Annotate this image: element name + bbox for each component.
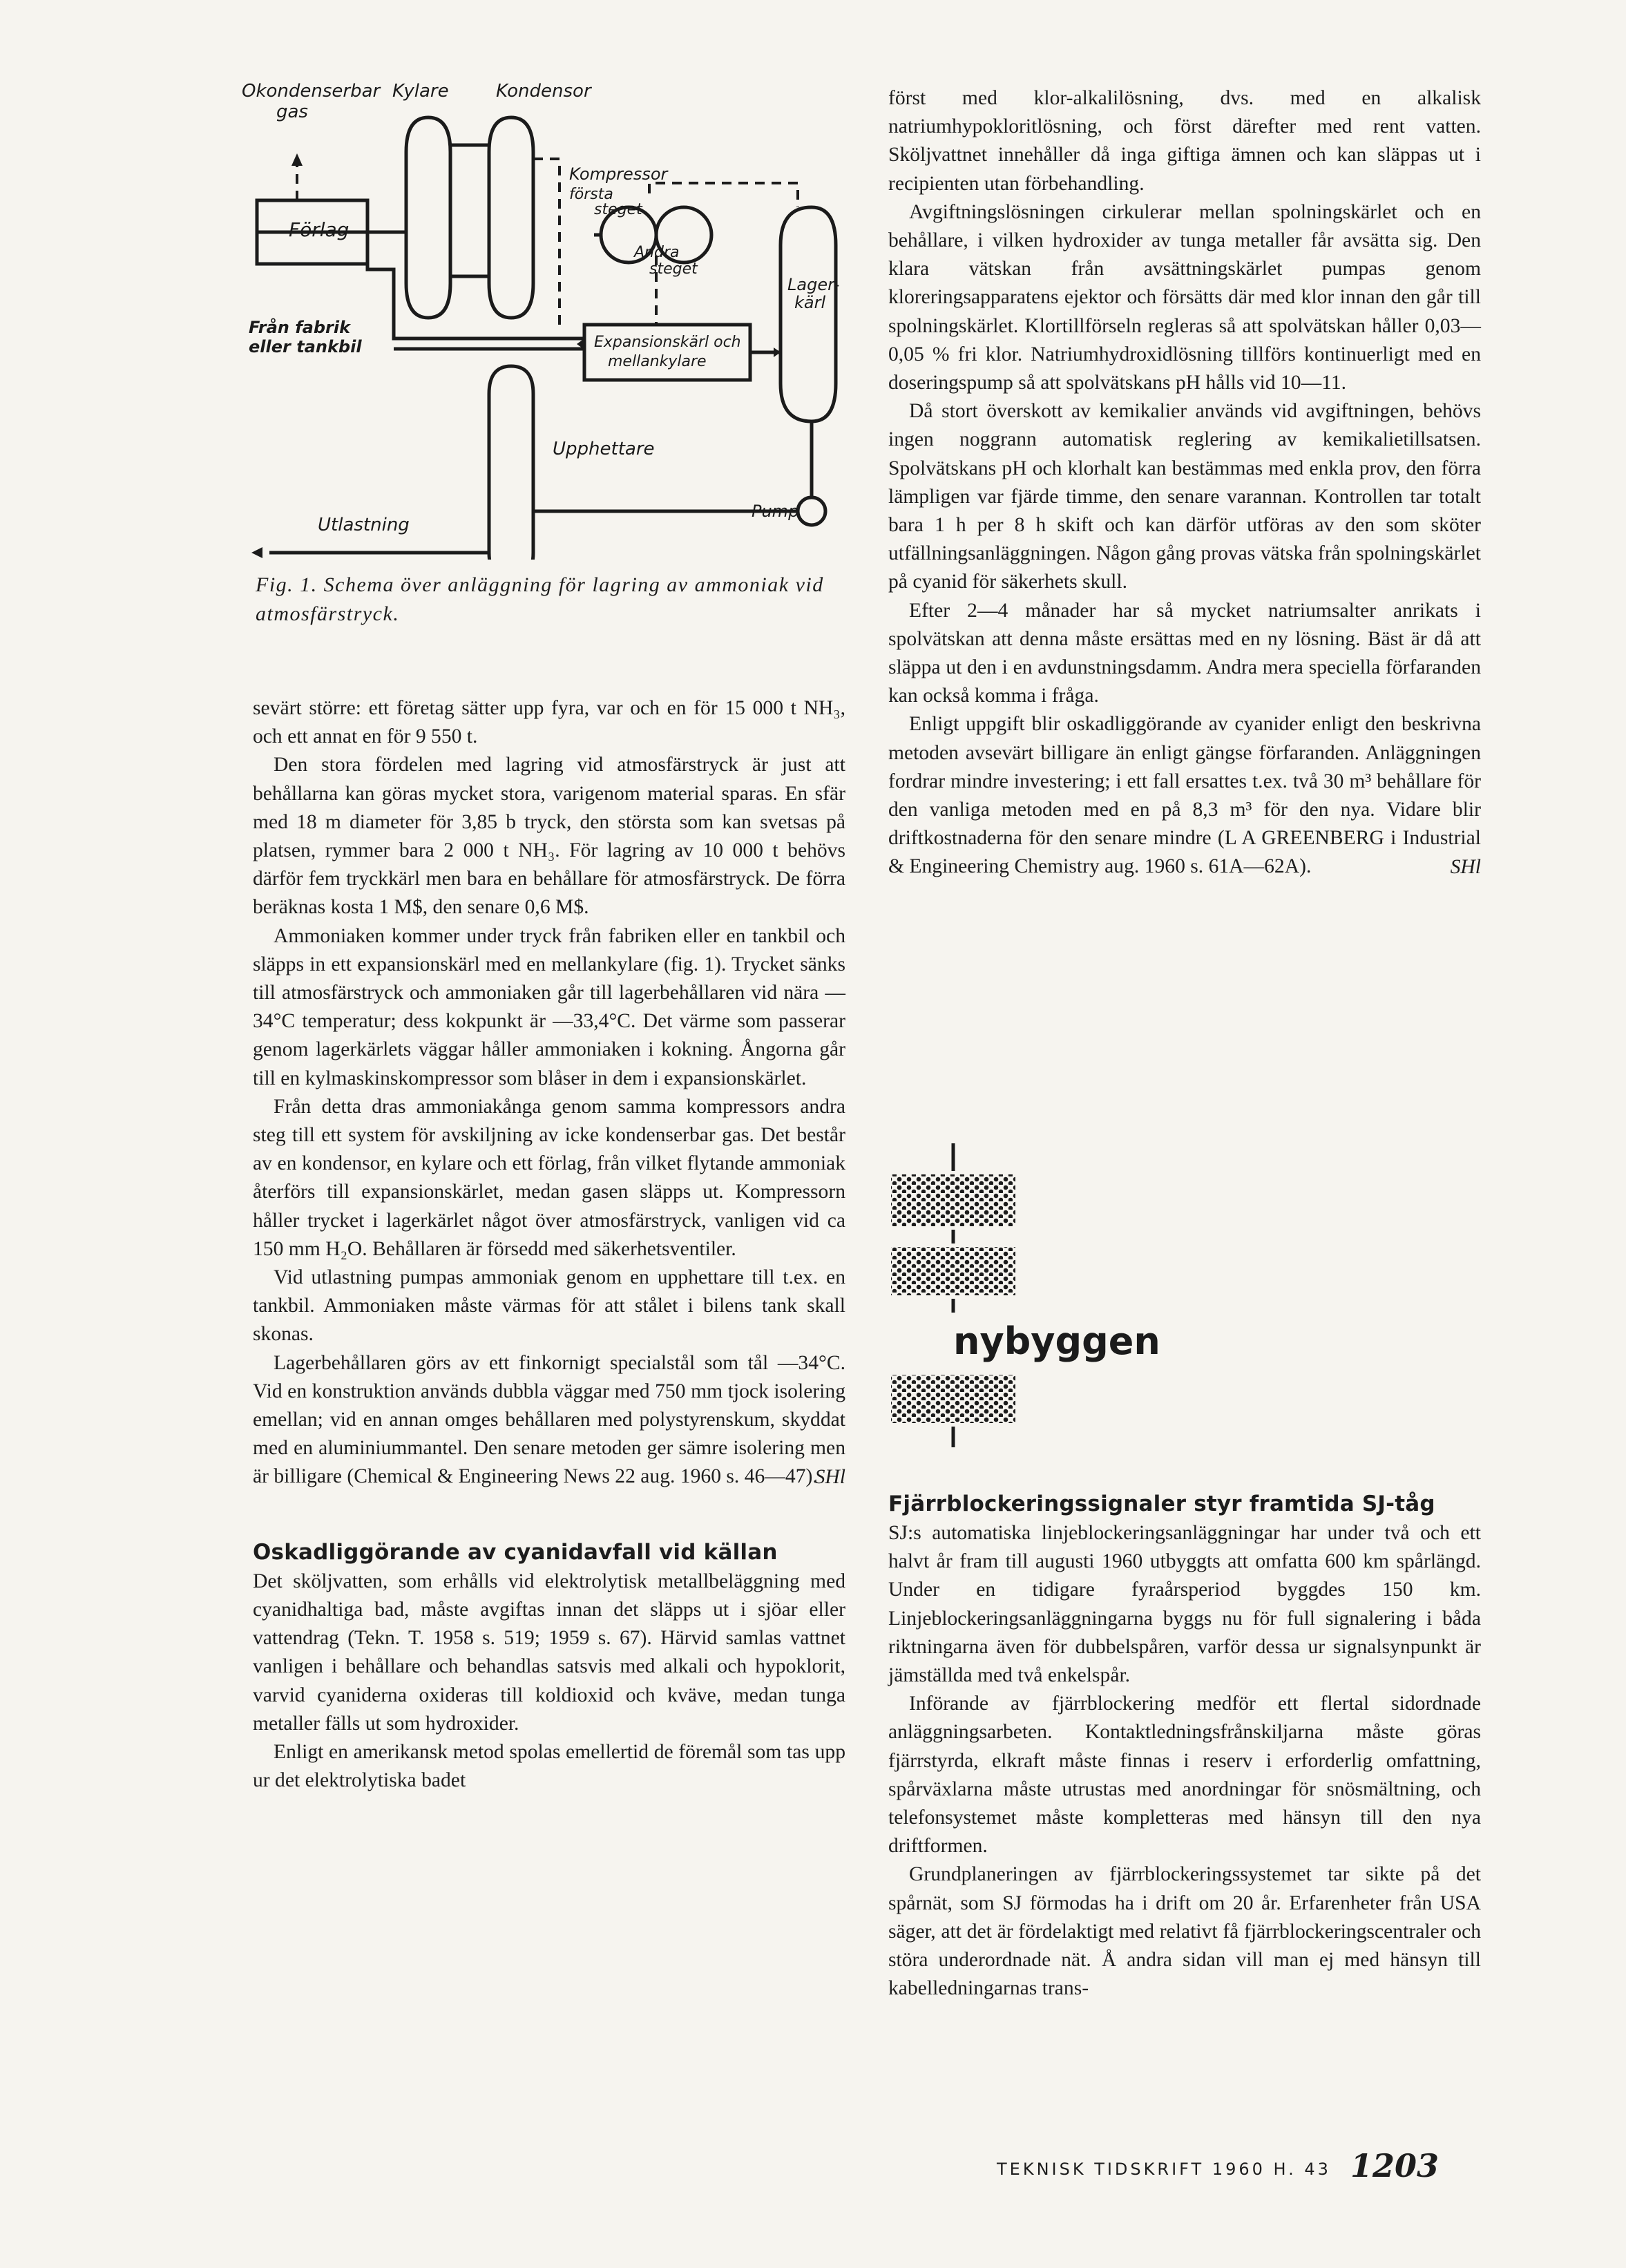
paragraph: Avgiftningslösningen cirkulerar mellan spolningskärlet och en behållare, i vilken hydroxider av tunga metaller får avsätta sig. Den klara vätskan från avsättningskärlet pumpas genom kloreringsapparatens ejektor och försätts där med klor innan den går till spolningskärlet. Klortillförseln regleras så att spolvätskan håller 0,03—0,05 % fri klor. Natriumhydroxidlösning tillförs kontinuerligt med en doseringspump så att spolvätskans pH hålls vid 10—11. — [888, 200, 1481, 394]
section-heading: Oskadliggörande av cyanidavfall vid källan — [253, 1539, 778, 1565]
signature-text: SHl — [1450, 855, 1481, 878]
paragraph: Den stora fördelen med lagring vid atmosfärstryck är just att behållarna kan göras mycket stora, varigenom material sparas. En sfär med 18 m diameter för 3,85 b tryck, den största som kan svetsas på platsen, rymmer bara 2 000 t NH₃. För lagring av 10 000 t behövs därför fem tryckkärl men bara en behållare för atmosfärstryck. De förra beräknas kosta 1 M$, den senare 0,6 M$. — [253, 754, 845, 919]
right-column — [888, 84, 1481, 882]
signature-text: SHl — [814, 1465, 845, 1488]
label-fran-fabrik: Från fabrik — [249, 318, 351, 337]
label-karl: kärl — [794, 293, 826, 312]
label-forsta: första — [569, 186, 613, 203]
paragraph: Vid utlastning pumpas ammoniak genom en upphettare till t.ex. en tankbil. Ammoniaken måste värmas för att stålet i bilens tank skall skonas. — [253, 1266, 845, 1346]
label-upphettare: Upphettare — [553, 439, 655, 459]
paragraph: SJ:s automatiska linjeblockeringsanläggningar har under två och ett halvt år fram till augusti 1960 utbyggts att omfatta 600 km spårlängd. Under en tidigare fyraårsperiod byggdes 150 km. Linjeblockeringsanläggningarna byggs nu för full signalering i båda riktningarna även för dubbelspåren, varför dessa ur signalsynpunkt är jämställda med två enkelspår. — [888, 1522, 1481, 1687]
label-andra: Andra — [634, 244, 680, 261]
paragraph: Grundplaneringen av fjärrblockeringssystemet tar sikte på det spårnät, som SJ förmodas ha i drift om 20 år. Erfarenheter från USA säger, att det är fördelaktigt med relativt få fjärrblockeringscentraler och störa underordnade nät. Å andra sidan vill man ej med hänsyn till kabelledningarnas trans- — [888, 1863, 1481, 2000]
label-lager: Lager- — [787, 275, 840, 294]
kylare-vessel — [406, 117, 450, 318]
right-column-lower — [888, 1489, 1481, 2003]
expansion-box — [584, 325, 750, 380]
label-okondenserbar: Okondenserbar — [242, 81, 381, 102]
paragraph: Efter 2—4 månader har så mycket natriumsalter anrikats i spolvätskan att denna måste ersättas med en ny lösning. Bäst är då att släppa ut den i en avdunstningsdamm. Andra mera speciella förfaranden kan också komma i fråga. — [888, 599, 1481, 707]
paragraph: Ammoniaken kommer under tryck från fabriken eller en tankbil och släpps in ett expansionskärl med en mellankylare (fig. 1). Trycket sänks till atmosfärstryck och ammoniaken går till lagerbehållaren vid nära —34°C temperatur; dess kokpunkt är —33,4°C. Det värme som passerar genom lagerkärlets väggar håller ammoniaken i kokning. Ångorna går till en kylmaskinskompressor som blåser in dem i expansionskärlet. — [253, 924, 845, 1089]
label-kylare: Kylare — [392, 81, 449, 102]
paragraph: Enligt uppgift blir oskadliggörande av cyanider enligt den beskrivna metoden avsevärt billigare än enligt gängse förfaranden. Anläggningen fordrar mindre investering; i ett fall ersattes t.ex. två 30 m³ behållare för den vanliga metoden med en på 8,3 m³ för den nya. Vidare blir driftkostnaderna för den senare mindre (L A GREENBERG i Industrial & Engineering Chemistry aug. 1960 s. 61A—62A). — [888, 713, 1481, 878]
dot-block — [891, 1174, 1015, 1226]
dot-block — [891, 1375, 1015, 1423]
label-eller-tankbil: eller tankbil — [249, 337, 362, 356]
label-kompressor: Kompressor — [569, 164, 668, 184]
paragraph: Enligt en amerikansk metod spolas emellertid de föremål som tas upp ur det elektrolytiska badet — [253, 1740, 845, 1792]
lagerkarl-vessel — [781, 207, 836, 421]
nybyggen-section-logo — [877, 1143, 1188, 1468]
label-kondensor: Kondensor — [496, 81, 591, 102]
label-utlastning: Utlastning — [318, 515, 410, 535]
paragraph: först med klor-alkalilösning, dvs. med en alkalisk natriumhypokloritlösning, och först därefter med rent vatten. Sköljvattnet innehåller då inga giftiga ämnen och kan släppas ut i recipienten utan förbehandling. — [888, 87, 1481, 195]
ammonia-storage-diagram — [235, 76, 843, 560]
dot-block — [891, 1247, 1015, 1295]
paragraph: Det sköljvatten, som erhålls vid elektrolytisk metallbeläggning med cyanidhaltiga bad, måste avgiftas innan det släpps ut i sjöar eller vattendrag (Tekn. T. 1958 s. 519; 1959 s. 67). Härvid samlas vattnet vanligen i behållare och behandlas satsvis med alkali och hypoklorit, varvid cyaniderna oxideras till koldioxid och kväve, medan tunga metaller fälls ut som hydroxider. — [253, 1570, 845, 1735]
paragraph: Då stort överskott av kemikalier används vid avgiftningen, behövs ingen noggrann automatisk reglering av kemikalietillsatsen. Spolvätskans pH och klorhalt kan bestämmas med enkla prov, den förra lämpligen var fjärde timme, den senare varannan. Kontrollen tar totalt bara 1 h per 8 h skift och kan därför utföras av den som sköter utfällningsanläggningen. Någon gång provas vätska från spolningskärlet på cyanid för säkerhets skull. — [888, 400, 1481, 593]
figure-caption: Fig. 1. Schema över anläggning för lagring av ammoniak vid atmosfärstryck. — [256, 573, 824, 625]
pump-symbol — [798, 497, 825, 525]
section-heading: Fjärrblockeringssignaler styr framtida SJ-tåg — [888, 1492, 1435, 1516]
label-expansion1: Expansionskärl och — [594, 334, 741, 351]
paragraph: Införande av fjärrblockering medför ett flertal sidordnade anläggningsarbeten. Kontaktledningsfrånskiljarna måste göras fjärrstyrda, elkraft måste finnas i reserv i erforderlig omfattning, spårväxlarna måste utrustas med anordningar för snösmältning, och telefonsystemet måste kompletteras med hänsyn till den nya driftformen. — [888, 1693, 1481, 1858]
page-number: 1203 — [1350, 2147, 1439, 2184]
paragraph: Från detta dras ammoniakånga genom samma kompressors andra steg till ett system för avskiljning av icke kondenserbar gas. Det består av en kondensor, en kylare och ett förlag, från vilket flytande ammoniak återförs till expansionskärlet, medan gasen släpps ut. Kompressorn håller trycket i lagerkärlet något över atmosfärstryck, vanligen vid ca 150 mm H₂O. Behållaren är försedd med säkerhetsventiler. — [253, 1095, 845, 1260]
kondensor-vessel — [489, 117, 533, 318]
upphettare-vessel — [489, 366, 533, 560]
journal-name: TEKNISK TIDSKRIFT 1960 H. 43 — [997, 2160, 1331, 2179]
label-steget2: steget — [649, 260, 698, 278]
page-footer — [997, 2147, 1439, 2189]
label-pump: Pump — [752, 502, 799, 521]
label-steget1: steget — [594, 201, 642, 218]
paragraph: sevärt större: ett företag sätter upp fyra, var och en för 15 000 t NH₃, och ett annat en för 9 550 t. — [253, 697, 845, 748]
label-forlag: Förlag — [289, 218, 350, 241]
left-column — [253, 694, 845, 1795]
label-expansion2: mellankylare — [608, 353, 707, 370]
nybyggen-word: nybyggen — [953, 1319, 1160, 1363]
label-gas: gas — [276, 102, 308, 122]
paragraph: Lagerbehållaren görs av ett finkornigt specialstål som tål —34°C. Vid en konstruktion används dubbla väggar med 750 mm tjock isolering emellan; vid en annan omges behållaren med polystyrenskum, skyddat med en aluminiummantel. Den senare metoden ger sämre isolering men är billigare (Chemical & Engineering News 22 aug. 1960 s. 46—47). — [253, 1351, 845, 1488]
